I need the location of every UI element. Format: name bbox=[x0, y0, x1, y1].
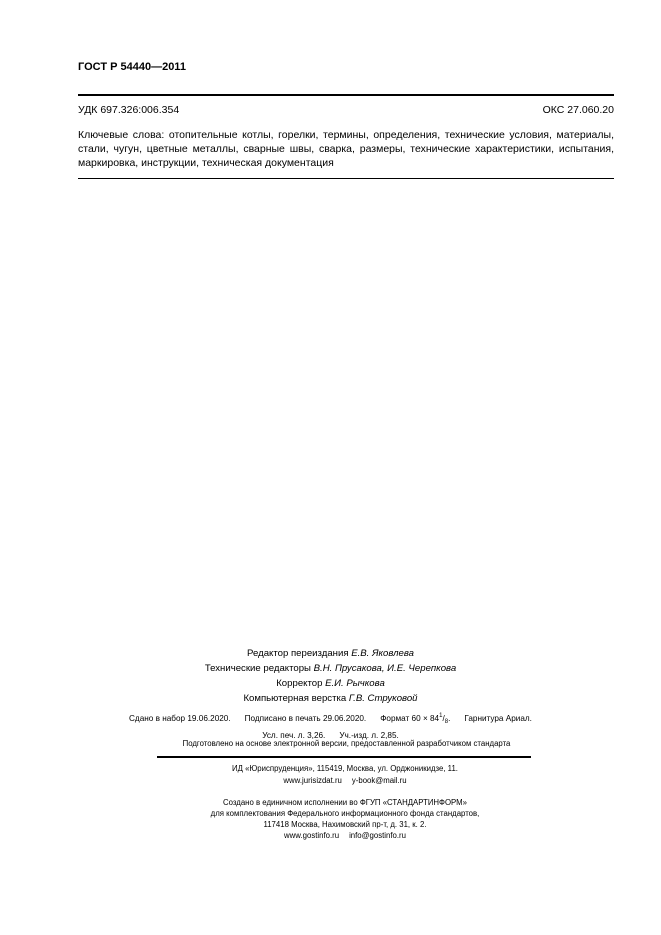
publisher-email-link[interactable]: y-book@mail.ru bbox=[351, 776, 407, 785]
editor-line bbox=[0, 646, 661, 661]
publisher-sheets: Уч.-изд. л. 2,85. bbox=[339, 731, 399, 740]
printer-line-2: для комплектования Федерального информационного фонда стандартов, bbox=[210, 809, 480, 818]
proofreader-line bbox=[0, 676, 661, 691]
signed-date: Подписано в печать 29.06.2020. bbox=[244, 714, 367, 723]
layout-line bbox=[0, 691, 661, 706]
tech-editors-line bbox=[0, 661, 661, 676]
printer-block bbox=[0, 797, 661, 841]
layout-name: Г.В. Струковой bbox=[348, 693, 418, 704]
credits-block bbox=[0, 646, 661, 706]
tech-editors-names: В.Н. Прусакова, И.Е. Черепкова bbox=[313, 663, 457, 674]
publisher-address: ИД «Юриспруденция», 115419, Москва, ул. Орджоникидзе, 11. bbox=[232, 764, 458, 773]
printer-email-link[interactable]: info@gostinfo.ru bbox=[349, 831, 406, 840]
printer-site-link[interactable]: www.gostinfo.ru bbox=[284, 831, 340, 840]
publisher-site-link[interactable]: www.jurisizdat.ru bbox=[283, 776, 342, 785]
proofreader-name: Е.И. Рычкова bbox=[325, 678, 385, 689]
typeface: Гарнитура Ариал. bbox=[464, 714, 532, 723]
editor-name: Е.В. Яковлева bbox=[351, 648, 414, 659]
paper-format: Формат $60 \times 84^1/_8$. bbox=[380, 713, 451, 725]
publisher-contacts bbox=[0, 775, 661, 787]
printer-line-1: Создано в единичном исполнении во ФГУП «СТАНДАРТИНФОРМ» bbox=[223, 798, 467, 807]
footer-divider bbox=[157, 756, 531, 758]
udk-code: УДК 697.326:006.354 bbox=[78, 104, 180, 116]
proofreader-label: Корректор bbox=[276, 678, 323, 689]
editor-label: Редактор переиздания bbox=[247, 648, 349, 659]
publisher-block bbox=[0, 763, 661, 787]
prepared-note: Подготовлено на основе электронной версии, предоставленной разработчиком стандарта bbox=[182, 739, 511, 748]
printer-contacts bbox=[0, 830, 661, 841]
submitted-date: Сдано в набор 19.06.2020. bbox=[129, 714, 231, 723]
tech-editors-label: Технические редакторы bbox=[204, 663, 311, 674]
print-sheets: Усл. печ. л. 3,26. bbox=[262, 731, 326, 740]
printer-line-3: 117418 Москва, Нахимовский пр-т, д. 31, к. 2. bbox=[263, 820, 427, 829]
keywords-paragraph: Ключевые слова: отопительные котлы, горелки, термины, определения, технические условия, материалы, стали, чугун, цветные металлы, сварные швы, сварка, размеры, технические характеристики, испытания, маркировка, инструкции, техническая документация bbox=[78, 129, 614, 169]
keywords-divider bbox=[78, 178, 614, 179]
print-details bbox=[0, 710, 661, 742]
print-details-row-1 bbox=[0, 710, 661, 729]
header-divider bbox=[78, 94, 614, 96]
oks-code: ОКС 27.060.20 bbox=[542, 104, 614, 116]
layout-label: Компьютерная верстка bbox=[243, 693, 347, 704]
standard-number: ГОСТ Р 54440—2011 bbox=[78, 61, 186, 73]
